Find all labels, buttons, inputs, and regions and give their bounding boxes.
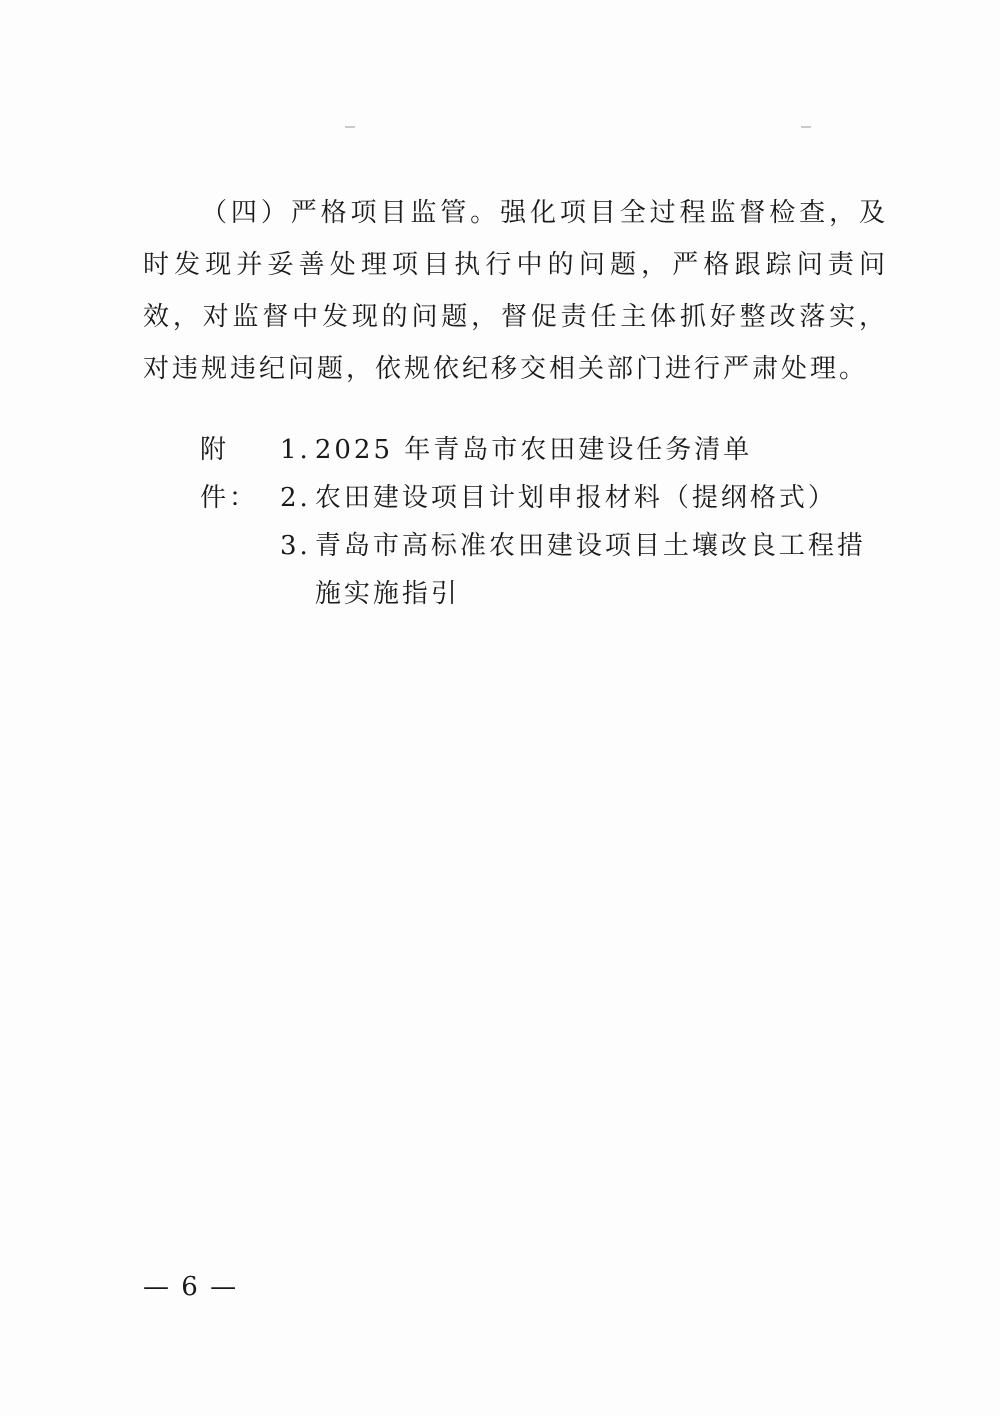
attachments-list <box>280 426 890 618</box>
scan-mark-right <box>801 126 811 128</box>
attachments-section <box>200 426 890 618</box>
attachment-number: 2. <box>280 483 311 513</box>
attachment-title: 农田建设项目计划申报材料（提纲格式） <box>314 483 837 513</box>
attachment-title: 2025 年青岛市农田建设任务清单 <box>314 435 753 465</box>
attachment-title: 青岛市高标准农田建设项目土壤改良工程措施实施指引 <box>314 531 866 609</box>
attachment-item-2 <box>280 474 890 522</box>
attachment-number: 3. <box>280 531 311 561</box>
attachment-item-3 <box>280 522 890 618</box>
scan-mark-left <box>345 126 355 128</box>
attachments-label: 附件： <box>200 435 259 513</box>
attachment-number: 1. <box>280 435 311 465</box>
attachment-item-1 <box>280 426 890 474</box>
supervision-paragraph: （四）严格项目监管。强化项目全过程监督检查，及时发现并妥善处理项目执行中的问题，严格跟踪问责问效，对监督中发现的问题，督促责任主体抓好整改落实，对违规违纪问题，依规依纪移交相关部门进行严肃处理。 <box>143 198 888 384</box>
page-number: — 6 — <box>143 1272 239 1302</box>
